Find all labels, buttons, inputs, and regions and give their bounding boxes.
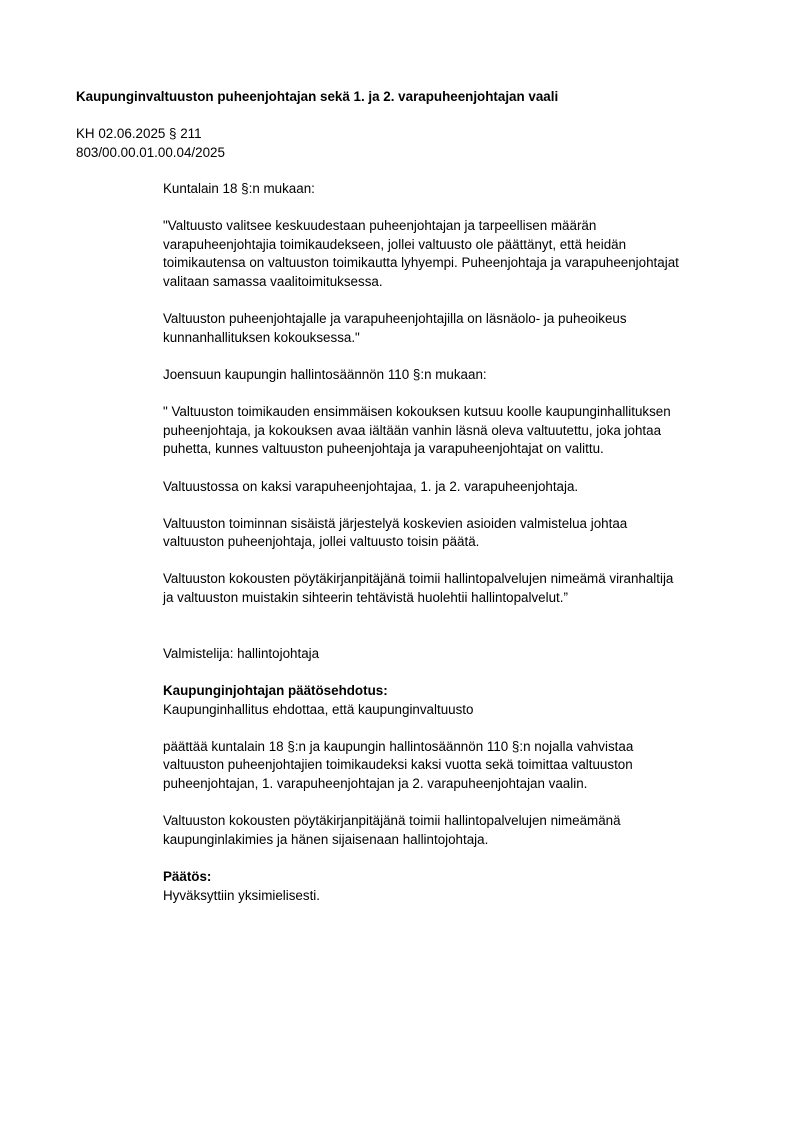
proposal-paragraph-1: päättää kuntalain 18 §:n ja kaupungin hallintosäännön 110 §:n nojalla vahvistaa valtuuston puheenjohtajien toimikaudeksi kaksi vuotta sekä toimittaa valtuuston puheenjohtajan, 1. varapuheenjohtajan ja 2. varapuheenjohtajan vaalin.: [163, 738, 634, 791]
paragraph-hallintosaanto-quote-2: Valtuustossa on kaksi varapuheenjohtajaa, 1. ja 2. varapuheenjohtaja.: [163, 478, 579, 494]
decision-heading: Päätös:: [163, 868, 212, 884]
record-number: 803/00.00.01.00.04/2025: [76, 144, 225, 160]
paragraph-hallintosaanto-intro: Joensuun kaupungin hallintosäännön 110 §:n mukaan:: [163, 366, 487, 382]
proposal-heading: Kaupunginjohtajan päätösehdotus:: [163, 683, 388, 699]
paragraph-hallintosaanto-quote-3: Valtuuston toiminnan sisäistä järjestelyä koskevien asioiden valmistelua johtaa valtuuston puheenjohtaja, jollei valtuusto toisin päätä.: [163, 515, 628, 550]
document-title: Kaupunginvaltuuston puheenjohtajan sekä 1. ja 2. varapuheenjohtajan vaali: [76, 89, 559, 104]
decision-text: Hyväksyttiin yksimielisesti.: [163, 887, 320, 903]
spacer: [163, 626, 743, 645]
paragraph-kuntalaki-quote-2: Valtuuston puheenjohtajalle ja varapuheenjohtajilla on läsnäolo- ja puheoikeus kunnanhallituksen kokouksessa.": [163, 311, 627, 345]
paragraph-kuntalaki-quote-1: "Valtuusto valitsee keskuudestaan puheenjohtajan ja tarpeellisen määrän varapuheenjohtajia toimikaudekseen, jollei valtuusto ole päättänyt, että heidän toimikautensa on valtuuston toimikautta lyhyempi. Puheenjohtaja ja varapuheenjohtajat valitaan samassa vaalitoimituksessa.: [163, 218, 679, 289]
paragraph-hallintosaanto-quote-4: Valtuuston kokousten pöytäkirjanpitäjänä toimii hallintopalvelujen nimeämä viranhaltija ja valtuuston muistakin sihteerin tehtävistä huolehtii hallintopalvelut.”: [163, 571, 674, 606]
document-meta: [76, 125, 225, 162]
preparer-line: Valmistelija: hallintojohtaja: [163, 645, 320, 661]
paragraph-hallintosaanto-quote-1: " Valtuuston toimikauden ensimmäisen kokouksen kutsuu koolle kaupunginhallituksen puheenjohtaja, ja kokouksen avaa iältään vanhin läsnä oleva valtuutettu, joka johtaa puhetta, kunnes valtuuston puheenjohtaja ja varapuheenjohtajat on valittu.: [163, 404, 671, 457]
meeting-reference: KH 02.06.2025 § 211: [76, 126, 202, 141]
paragraph-kuntalaki-intro: Kuntalain 18 §:n mukaan:: [163, 181, 315, 196]
document-body: [163, 180, 743, 924]
proposal-intro: Kaupunginhallitus ehdottaa, että kaupunginvaltuusto: [163, 701, 474, 717]
proposal-paragraph-2: Valtuuston kokousten pöytäkirjanpitäjänä toimii hallintopalvelujen nimeämänä kaupunginlakimies ja hänen sijaisenaan hallintojohtaja.: [163, 813, 621, 847]
